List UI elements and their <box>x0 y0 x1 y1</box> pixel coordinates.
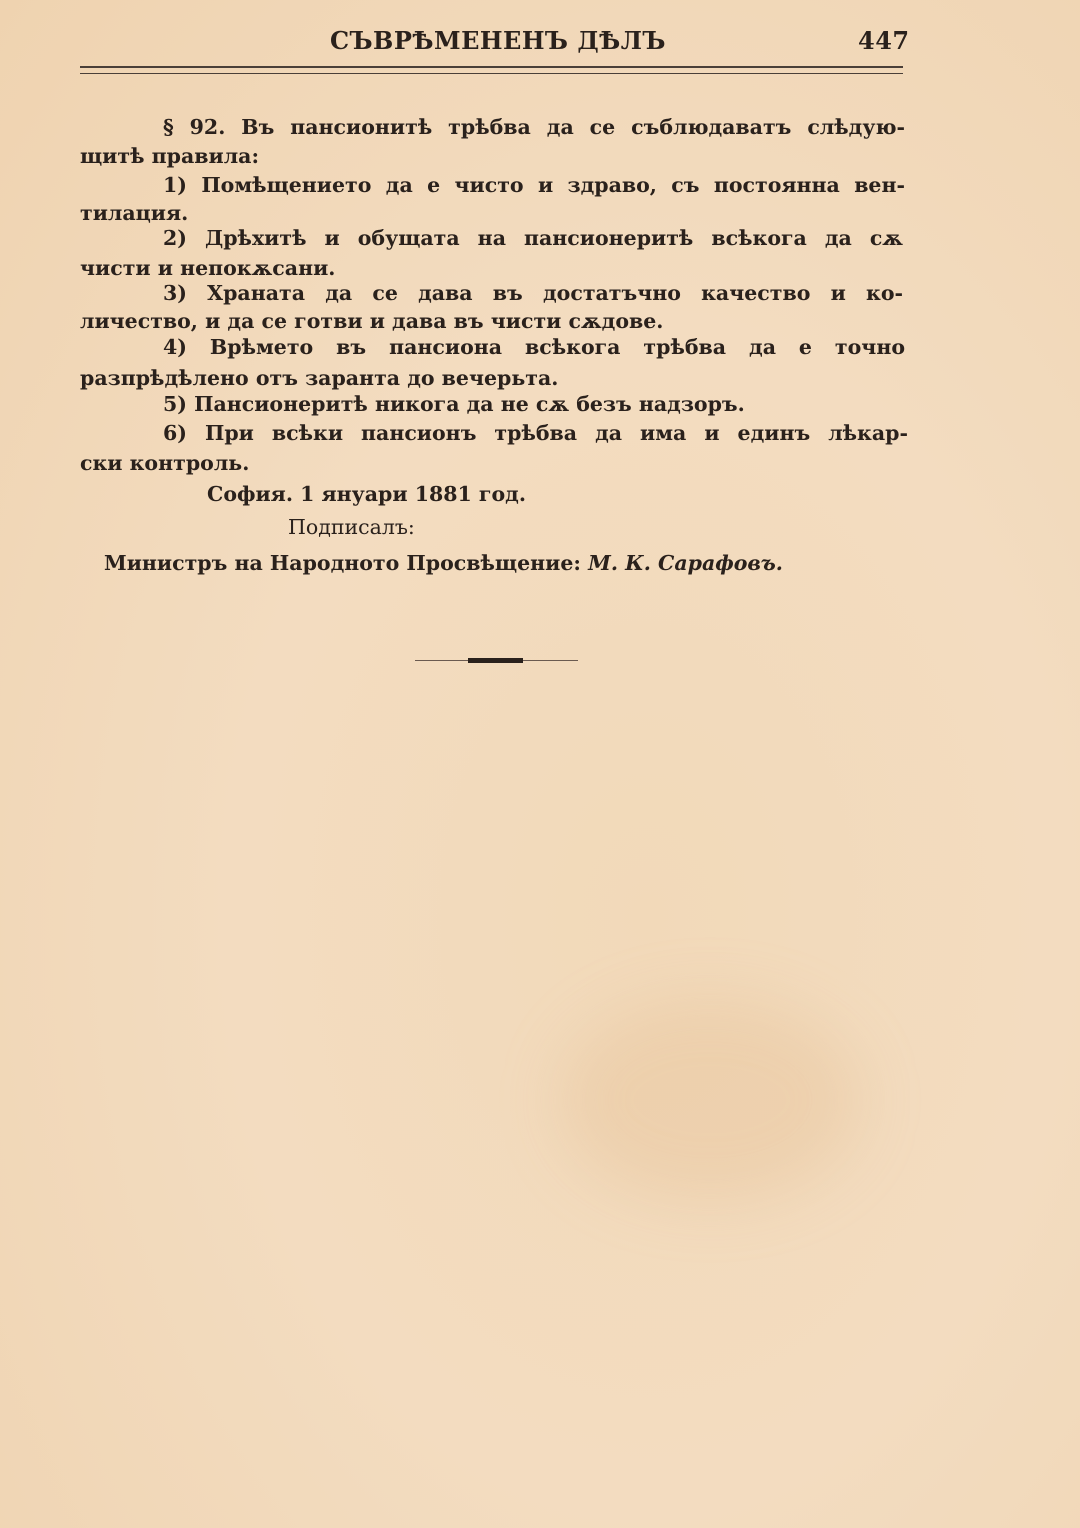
text-line: § 92. Въ пансионитѣ трѣбва да се съблюдаватъ слѣдую- <box>163 115 905 139</box>
paper-stain <box>560 1000 860 1200</box>
text-line: 1) Помѣщението да е чисто и здраво, съ постоянна вен- <box>163 173 905 197</box>
ornament-bar <box>468 658 523 663</box>
page-number: 447 <box>858 26 910 55</box>
text-line: 3) Храната да се дава въ достатъчно качество и ко- <box>163 281 903 305</box>
signature-line <box>104 550 783 576</box>
text-line: 4) Врѣмето въ пансиона всѣкога трѣбва да е точно <box>163 335 905 359</box>
text-line: 2) Дрѣхитѣ и обущата на пансионеритѣ всѣкога да сѫ <box>163 226 903 250</box>
text-line: чисти и непокѫсани. <box>80 256 336 280</box>
header-rule-bottom <box>80 73 903 74</box>
text-line: личество, и да се готви и дава въ чисти сѫдове. <box>80 309 664 333</box>
signed-label: Подписалъ: <box>288 515 415 539</box>
running-header: СЪВРѢМЕНЕНЪ ДѢЛЪ <box>330 26 666 55</box>
minister-name: М. К. Сарафовъ. <box>588 551 783 575</box>
header-rule-top <box>80 66 903 68</box>
text-line: тилация. <box>80 201 189 225</box>
text-line: ски контроль. <box>80 451 250 475</box>
text-line: разпрѣдѣлено отъ заранта до вечерьта. <box>80 366 559 390</box>
text-line: щитѣ правила: <box>80 144 260 168</box>
minister-title: Министръ на Народното Просвѣщение: <box>104 551 581 575</box>
text-line: 5) Пансионеритѣ никога да не сѫ безъ надзоръ. <box>163 392 745 416</box>
place-date: София. 1 януари 1881 год. <box>207 482 526 506</box>
text-line: 6) При всѣки пансионъ трѣбва да има и единъ лѣкар- <box>163 421 908 445</box>
